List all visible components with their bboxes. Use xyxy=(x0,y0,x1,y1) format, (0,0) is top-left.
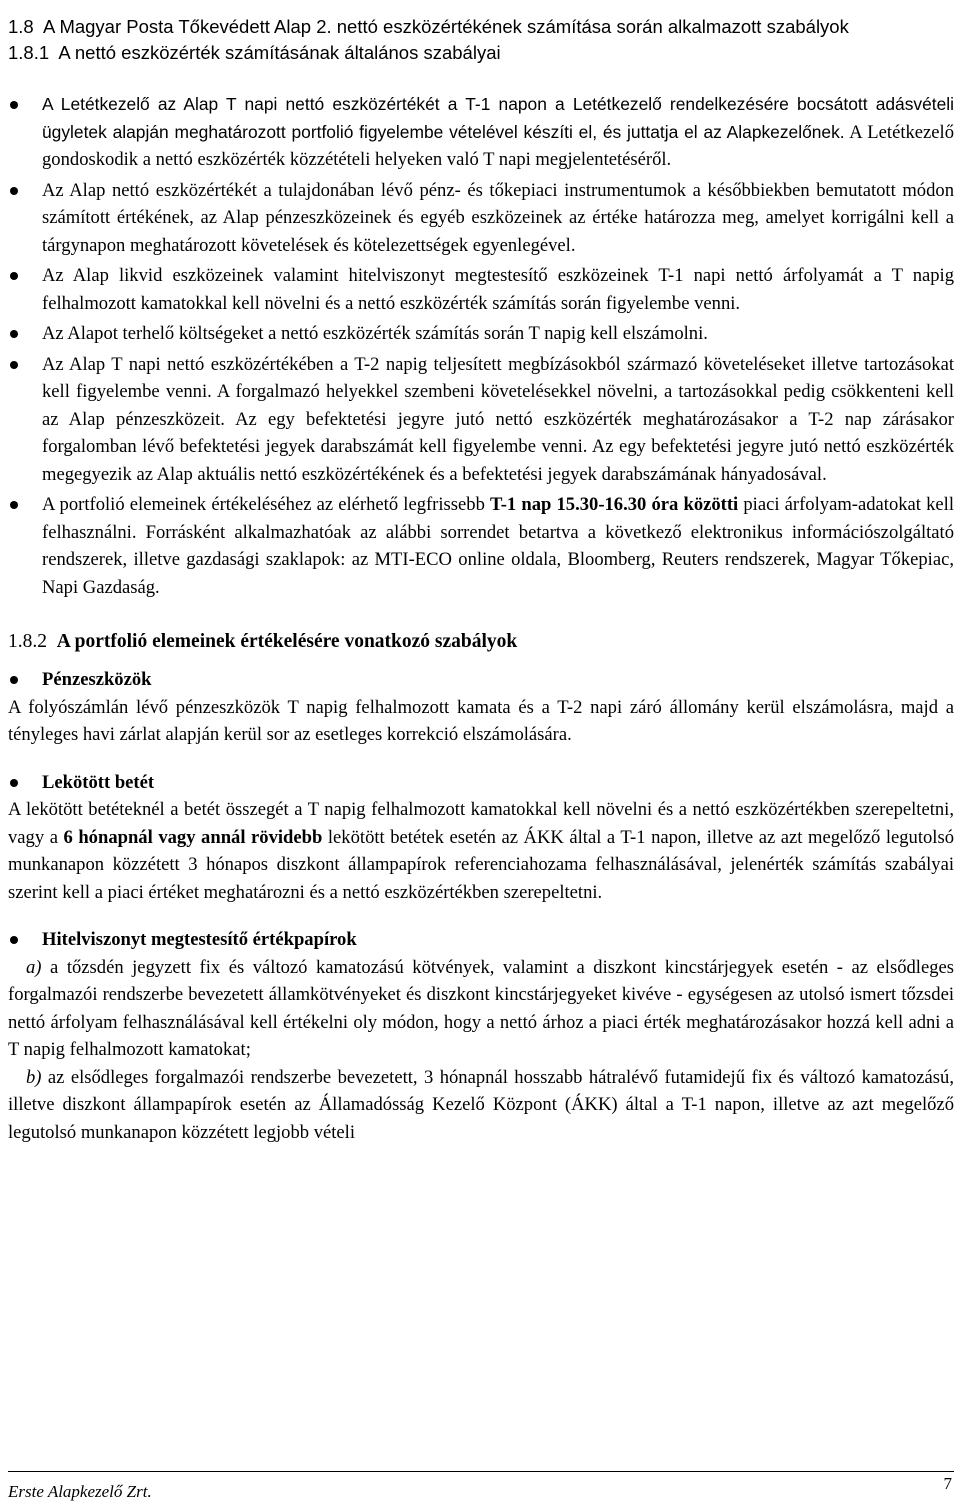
heading-1-8-2-title: A portfolió elemeinek értékelésére vonatkozó szabályok xyxy=(56,631,518,652)
lekotott-betet-text-bold: 6 hónapnál vagy annál rövidebb xyxy=(63,826,323,848)
list-item xyxy=(8,91,954,174)
bullet-icon xyxy=(10,272,18,280)
list-item xyxy=(8,262,954,317)
heading-1-8-1-title: A nettó eszközérték számításának általános szabályai xyxy=(58,42,501,63)
heading-1-8-1-number: 1.8.1 xyxy=(8,42,50,63)
heading-1-8 xyxy=(8,14,954,39)
lekotott-betet-text xyxy=(8,796,954,906)
rule-4-text: Az Alapot terhelő költségeket a nettó eszközérték számítás során T napig kell elszámolni. xyxy=(42,323,708,344)
rule-5-text: Az Alap T napi nettó eszközértékében a T-2 napig teljesített megbízásokból származó követeléseket illetve tartozásokat kell figyelembe venni. A forgalmazó helyekkel szembeni követelésekkel növelni, a tartozásokkal pedig csökkenteni kell az Alap pénzeszközeit. Az egy befektetési jegyre jutó nettó eszközérték meghatározásakor a T-2 nap zárásakor forgalomban lévő befektetési jegyek darabszámát kell figyelembe venni. Az egy befektetési jegyre jutó nettó eszközérték megegyezik az Alap aktuális nettó eszközértékének és a befektetési jegyek darabszámának hányadosával. xyxy=(42,353,954,485)
lekotott-betet-text-pre: A lekötött betéteknél a betét összegét a T napig felhalmozott kamatokkal kell növelni és a nettó eszközértékben szerepeltetni, vagy a xyxy=(8,799,954,848)
heading-1-8-title: A Magyar Posta Tőkevédett Alap 2. nettó eszközértékének számítása során alkalmazott szabályok xyxy=(42,16,849,37)
hitelviszony-title: Hitelviszonyt megtestesítő értékpapírok xyxy=(42,929,357,950)
bullet-icon xyxy=(10,501,18,509)
bullet-icon xyxy=(10,330,18,338)
rule-6-text-pre: A portfolió elemeinek értékeléséhez az elérhető legfrissebb xyxy=(42,494,491,515)
list-item xyxy=(8,320,954,348)
penzeszkozok-title: Pénzeszközök xyxy=(42,669,152,690)
heading-1-8-number: 1.8 xyxy=(8,16,34,37)
item-a-label: a) xyxy=(26,956,42,978)
lekotott-betet-heading xyxy=(8,769,954,797)
rule-6-text-bold: T-1 nap 15.30-16.30 óra közötti xyxy=(490,494,739,515)
footer-company: Erste Alapkezelő Zrt. xyxy=(8,1482,152,1501)
heading-1-8-1 xyxy=(8,40,954,65)
rule-1-text-a: A Letétkezelő az Alap T napi nettó eszközértékét a T-1 napon a Letétkezelő rendelkezésére bocsátott adásvételi ügyletek alapján meghatározott portfolió figyelembe vételével készíti el, és juttatja el az Alapkezelőnek. xyxy=(42,94,954,142)
item-b-text: az elsődleges forgalmazói rendszerbe bevezetett, 3 hónapnál hosszabb hátralévő futamidejű fix és változó kamatozású, illetve diszkont állampapírok esetén az Államadósság Kezelő Központ (ÁKK) által a T-1 napon, illetve az azt megelőző legutolsó munkanapon közzétett legjobb vételi xyxy=(8,1066,954,1143)
general-rules-list xyxy=(8,91,954,601)
item-a-text: a tőzsdén jegyzett fix és változó kamatozású kötvények, valamint a diszkont kincstárjegyek esetén - az elsődleges forgalmazói rendszerbe bevezetett államkötvényeket és diszkont kincstárjegyeket kivéve - egységesen az utolsó ismert tőzsdei nettó árfolyam felhasználásával kell értékelni oly módon, hogy a nettó árhoz a piaci érték meghatározásakor hozzá kell adni a T napig felhalmozott kamatokat; xyxy=(8,956,954,1060)
lekotott-betet-text-post: lekötött betétek esetén az ÁKK által a T-1 napon, illetve az azt megelőző legutolsó munkanapon közzétett 3 hónapos diszkont állampapírok referenciahozama felhasználásával, jelenérték számítás szabályai szerint kell a piaci értéket meghatározni és a nettó eszközértékben szerepeltetni. xyxy=(8,826,955,903)
heading-1-8-2 xyxy=(8,629,954,654)
bullet-icon xyxy=(10,101,18,109)
hitelviszony-item-b xyxy=(8,1064,954,1147)
hitelviszony-heading xyxy=(8,926,954,954)
footer-page-number: 7 xyxy=(943,1474,952,1493)
penzeszkozok-heading xyxy=(8,666,954,694)
list-item xyxy=(8,351,954,489)
rule-6-text-post: piaci árfolyam-adatokat kell felhasználni. Forrásként alkalmazhatóak az alábbi sorrendet betartva a következő elektronikus információszolgáltató rendszerek, illetve gazdasági szaklapok: az MTI-ECO online oldala, Bloomberg, Reuters rendszerek, Magyar Tőkepiac, Napi Gazdaság. xyxy=(42,494,954,598)
bullet-icon xyxy=(10,936,18,944)
list-item xyxy=(8,491,954,601)
list-item xyxy=(8,177,954,260)
document-page xyxy=(8,14,954,1146)
heading-1-8-2-number: 1.8.2 xyxy=(8,631,47,652)
hitelviszony-item-a xyxy=(8,954,954,1064)
penzeszkozok-text: A folyószámlán lévő pénzeszközök T napig felhalmozott kamata és a T-2 napi záró állomány kerül elszámolásra, majd a tényleges havi zárlat alapján kerül sor az esetleges korrekció elszámolására. xyxy=(8,696,954,745)
rule-1-text-b: A Letétkezelő gondoskodik a nettó eszközérték közzétételi helyeken való T napi megjelentetéséről. xyxy=(42,121,955,170)
bullet-icon xyxy=(10,361,18,369)
rule-2-text: Az Alap nettó eszközértékét a tulajdonában lévő pénz- és tőkepiaci instrumentumok a későbbiekben bemutatott módon számított értékének, az Alap pénzeszközeinek és egyéb eszközeinek az értéke határozza meg, amelyet korrigálni kell a tárgynapon meghatározott követelések és kötelezettségek egyenlegével. xyxy=(42,179,954,256)
item-b-label: b) xyxy=(26,1066,42,1088)
bullet-icon xyxy=(10,187,18,195)
bullet-icon xyxy=(10,676,18,684)
lekotott-betet-title: Lekötött betét xyxy=(42,771,155,793)
page-footer xyxy=(8,1471,954,1506)
rule-3-text: Az Alap likvid eszközeinek valamint hitelviszonyt megtestesítő eszközeinek T-1 napi nettó árfolyamát a T napig felhalmozott kamatokkal kell növelni és a nettó eszközérték számítás során figyelembe venni. xyxy=(42,265,954,314)
bullet-icon xyxy=(10,779,18,787)
